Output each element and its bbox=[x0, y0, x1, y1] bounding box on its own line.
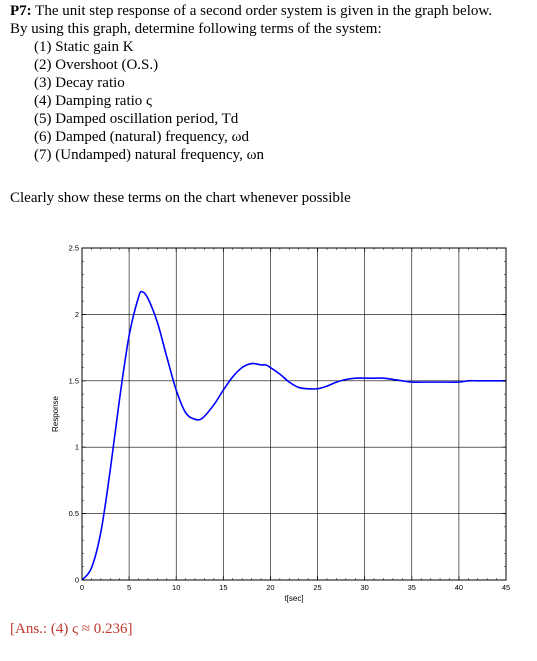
x-axis-label: t[sec] bbox=[284, 594, 304, 603]
x-tick-label: 20 bbox=[266, 583, 275, 592]
x-tick-label: 10 bbox=[172, 583, 181, 592]
instruction-text: Clearly show these terms on the chart whenever possible bbox=[10, 190, 351, 206]
problem-line-1: The unit step response of a second order system is given in the graph below. bbox=[31, 3, 492, 19]
problem-item: (4) Damping ratio ς bbox=[34, 93, 152, 109]
problem-item: (5) Damped oscillation period, Td bbox=[34, 111, 239, 127]
tick-labels bbox=[69, 244, 511, 593]
grid bbox=[82, 248, 506, 580]
answer-text: [Ans.: (4) ς ≈ 0.236] bbox=[10, 621, 133, 637]
plot-frame bbox=[82, 248, 506, 580]
problem-item: (2) Overshoot (O.S.) bbox=[34, 57, 159, 73]
y-tick-label: 0.5 bbox=[68, 509, 79, 519]
x-tick-label: 45 bbox=[501, 583, 511, 592]
problem-item: (7) (Undamped) natural frequency, ωn bbox=[34, 147, 265, 163]
problem-item: (3) Decay ratio bbox=[34, 75, 125, 91]
problem-intro bbox=[10, 2, 530, 20]
x-tick-label: 35 bbox=[407, 583, 416, 592]
problem-item: (6) Damped (natural) frequency, ωd bbox=[34, 129, 250, 145]
y-tick-label: 0 bbox=[74, 575, 79, 585]
problem-item: (1) Static gain K bbox=[34, 39, 134, 55]
x-tick-label: 5 bbox=[127, 583, 132, 592]
problem-statement bbox=[10, 2, 530, 164]
problem-label: P7: bbox=[10, 3, 32, 19]
x-tick-label: 0 bbox=[79, 583, 85, 592]
y-tick-label: 1.5 bbox=[68, 376, 79, 386]
problem-item-list bbox=[10, 38, 530, 164]
problem-line-2: By using this graph, determine following terms of the system: bbox=[10, 21, 382, 37]
step-response-chart bbox=[0, 236, 537, 616]
x-tick-label: 25 bbox=[313, 583, 322, 592]
series-line bbox=[82, 291, 506, 580]
y-tick-label: 2.5 bbox=[68, 243, 79, 253]
y-tick-label: 1 bbox=[74, 442, 79, 452]
y-tick-label: 2 bbox=[74, 309, 79, 319]
x-tick-label: 15 bbox=[219, 583, 228, 592]
tick-marks bbox=[82, 248, 506, 580]
y-axis-label: Response bbox=[51, 395, 60, 433]
x-tick-label: 30 bbox=[360, 583, 369, 592]
x-tick-label: 40 bbox=[454, 583, 464, 592]
